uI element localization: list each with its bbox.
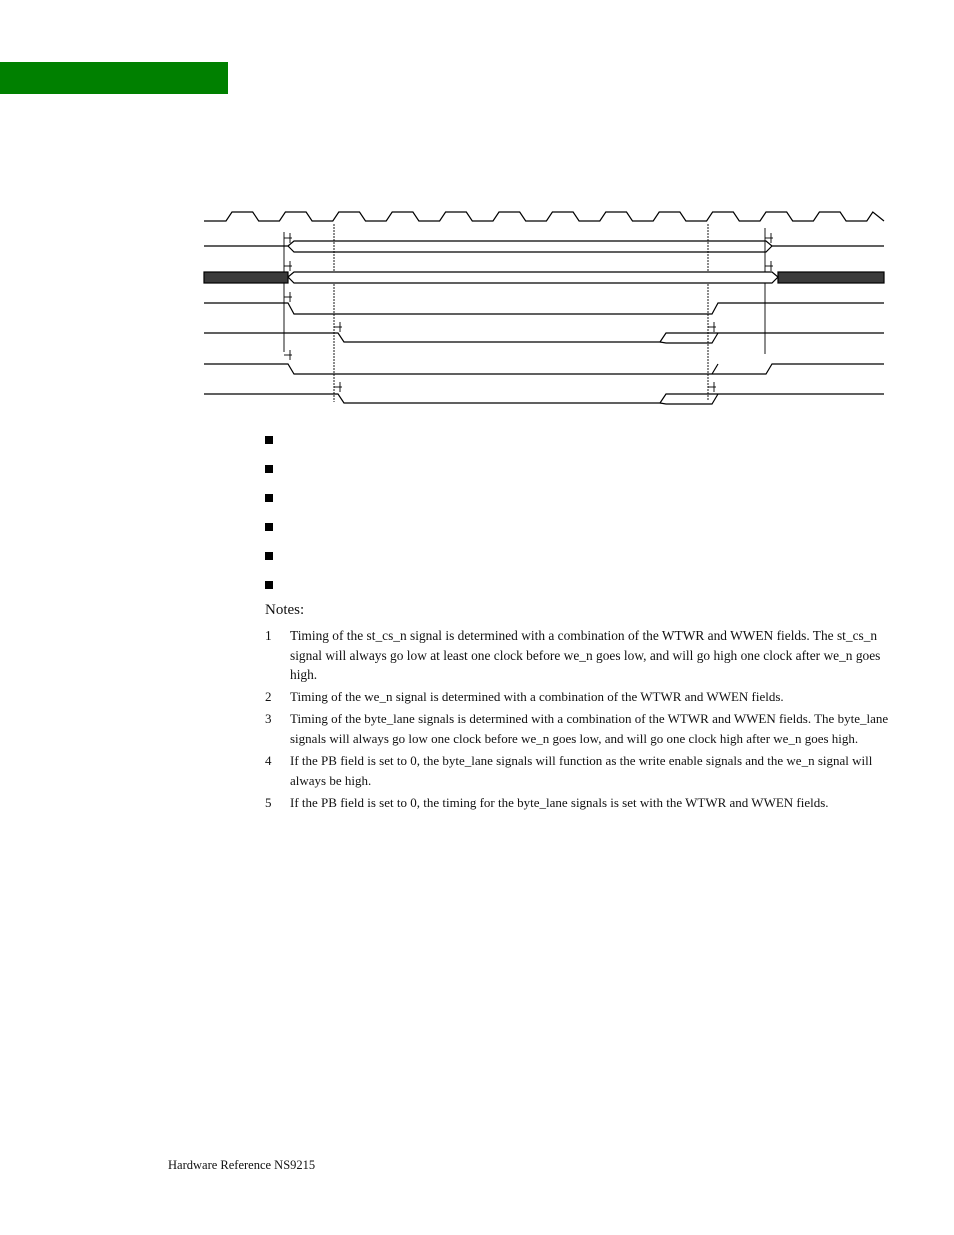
address-bus-waveform-low <box>288 246 772 252</box>
address-bus-waveform <box>204 241 884 246</box>
arrow-ticks <box>284 233 773 392</box>
timing-markers <box>284 224 765 402</box>
st-cs-n-waveform <box>204 303 884 314</box>
byte-lane-mid <box>712 364 718 374</box>
note-item <box>265 793 895 813</box>
oe-n-low <box>660 394 718 404</box>
note-text: If the PB field is set to 0, the timing for the byte_lane signals is set with the WTWR and WWEN fields. <box>290 794 829 810</box>
oe-n-waveform <box>204 394 884 403</box>
note-text: If the PB field is set to 0, the byte_lane signals will function as the write enable signals and the we_n signal will always be high. <box>290 752 873 788</box>
note-number: 1 <box>265 628 272 643</box>
square-bullet-icon <box>265 436 273 444</box>
notes-heading: Notes: <box>265 602 305 618</box>
square-bullet-icon <box>265 581 273 589</box>
note-number: 3 <box>265 710 272 726</box>
data-bus-invalid-right <box>778 272 884 283</box>
note-text: Timing of the we_n signal is determined with a combination of the WTWR and WWEN fields. <box>290 688 784 704</box>
clock-waveform <box>204 212 884 221</box>
write-timing-diagram <box>200 205 890 410</box>
note-item <box>265 626 895 685</box>
notes-list <box>265 626 895 815</box>
we-n-low <box>660 333 718 343</box>
chapter-header-bar <box>0 62 228 94</box>
note-item <box>265 709 895 749</box>
byte-lane-waveform <box>204 364 884 374</box>
note-number: 4 <box>265 752 272 768</box>
we-n-waveform <box>204 333 884 342</box>
signal-waveforms <box>204 241 884 404</box>
page-footer: Hardware Reference NS9215 <box>168 1158 316 1172</box>
note-item <box>265 687 895 707</box>
note-text: Timing of the st_cs_n signal is determined with a combination of the WTWR and WWEN fields. The st_cs_n signal will always go low at least one clock before we_n goes low, and will go high one clock after we_n goes high. <box>290 628 881 682</box>
note-text: Timing of the byte_lane signals is determined with a combination of the WTWR and WWEN fields. The byte_lane signals will always go low one clock before we_n goes low, and will go one clock high after we_n goes high. <box>290 710 889 746</box>
note-number: 2 <box>265 688 272 704</box>
note-item <box>265 751 895 791</box>
note-number: 5 <box>265 794 272 810</box>
data-bus-waveform <box>288 272 778 283</box>
square-bullet-icon <box>265 494 273 502</box>
square-bullet-icon <box>265 465 273 473</box>
square-bullet-icon <box>265 552 273 560</box>
square-bullet-icon <box>265 523 273 531</box>
data-bus-invalid-left <box>204 272 288 283</box>
st-cs-n-high <box>294 303 774 314</box>
